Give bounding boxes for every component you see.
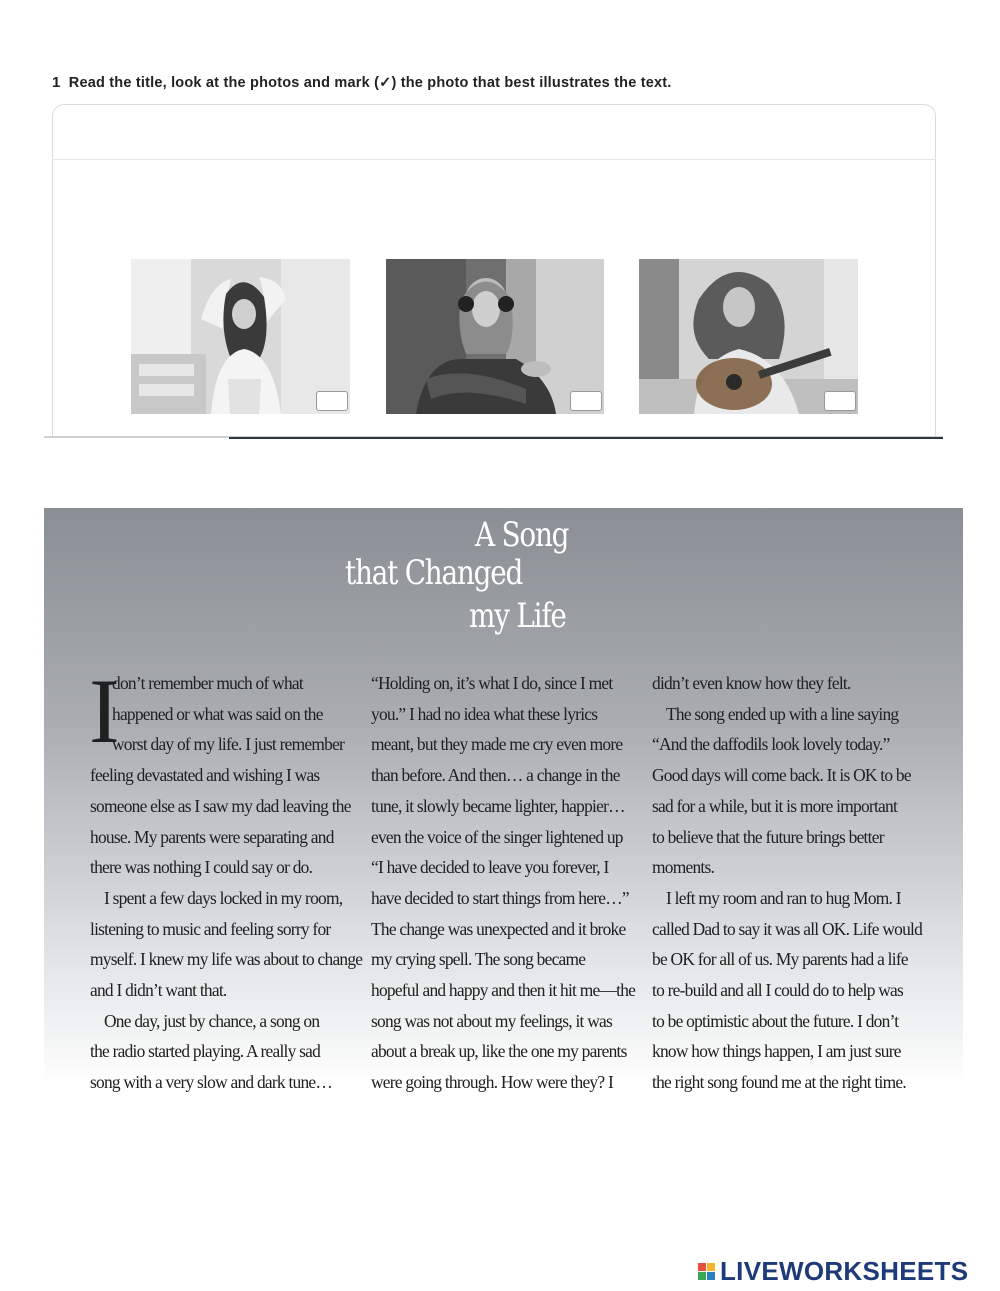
article-line: moments.	[652, 857, 715, 878]
panel-divider	[52, 159, 936, 160]
article-line: called Dad to say it was all OK. Life would	[652, 918, 923, 939]
article-line: know how things happen, I am just sure	[652, 1041, 901, 1062]
article-title-line-3: my Life	[469, 596, 566, 636]
article-line: to re-build and all I could do to help was	[652, 980, 904, 1001]
article-line: be OK for all of us. My parents had a life	[652, 949, 908, 970]
logo-square	[698, 1263, 706, 1271]
article-line: “Holding on, it’s what I do, since I met	[371, 673, 613, 693]
article-line: hopeful and happy and then it hit me—the	[371, 980, 636, 1001]
article-line: the radio started playing. A really sad	[90, 1041, 321, 1062]
article-line: meant, but they made me cry even more	[371, 734, 623, 755]
article-title-line-2: that Changed	[345, 553, 523, 593]
article-line: have decided to start things from here…”	[371, 887, 629, 908]
article-line: there was nothing I could say or do.	[90, 857, 313, 878]
article-line: to be optimistic about the future. I don’t	[652, 1010, 899, 1031]
exercise-instruction	[52, 74, 952, 91]
article-line: I left my room and ran to hug Mom. I	[666, 887, 901, 908]
logo-square	[707, 1263, 715, 1271]
article-line: than before. And then… a change in the	[371, 765, 620, 786]
article-line: song with a very slow and dark tune…	[90, 1072, 333, 1093]
article-line: sad for a while, but it is more important	[652, 795, 898, 816]
liveworksheets-logo-icon	[698, 1263, 715, 1280]
article-line: “I have decided to leave you forever, I	[371, 857, 609, 878]
article-line: myself. I knew my life was about to change	[90, 949, 363, 970]
article-line: someone else as I saw my dad leaving the	[90, 795, 351, 816]
article-line: the right song found me at the right time.	[652, 1072, 906, 1093]
panel-bottom-accent	[229, 437, 943, 439]
article-line: and I didn’t want that.	[90, 980, 227, 1001]
article-line: worst day of my life. I just remember	[112, 734, 345, 755]
article-title-line-1: A Song	[475, 515, 569, 555]
article-line: Good days will come back. It is OK to be	[652, 765, 911, 786]
article-line: were going through. How were they? I	[371, 1072, 613, 1093]
article-line: listening to music and feeling sorry for	[90, 918, 331, 939]
article-line: even the voice of the singer lightened up	[371, 826, 623, 847]
article-line: happened or what was said on the	[112, 703, 323, 724]
article-column-1	[89, 660, 363, 1098]
article-line: “And the daffodils look lovely today.”	[652, 734, 890, 755]
logo-square	[707, 1272, 715, 1280]
article-line: One day, just by chance, a song on	[104, 1010, 320, 1031]
article-line: song was not about my feelings, it was	[371, 1010, 613, 1031]
article-line: feeling devastated and wishing I was	[90, 765, 320, 786]
photo-3-checkbox[interactable]	[824, 391, 856, 411]
article-column-2	[371, 668, 636, 1098]
article-dropcap: I	[89, 660, 120, 762]
article-column-3	[652, 668, 923, 1098]
article-line: about a break up, like the one my parents	[371, 1041, 627, 1062]
instruction-text: Read the title, look at the photos and mark (✓) the photo that best illustrates the text.	[68, 75, 672, 91]
article-line: don’t remember much of what	[112, 673, 303, 693]
article-line: didn’t even know how they felt.	[652, 673, 851, 693]
logo-square	[698, 1272, 706, 1280]
article-line: my crying spell. The song became	[371, 949, 586, 970]
logo-text: LIVEWORKSHEETS	[720, 1256, 969, 1286]
article-line: house. My parents were separating and	[90, 826, 334, 847]
article-line: to believe that the future brings better	[652, 826, 884, 847]
article-line: you.” I had no idea what these lyrics	[371, 703, 598, 724]
liveworksheets-logo[interactable]	[698, 1256, 968, 1287]
article-line: I spent a few days locked in my room,	[104, 887, 343, 908]
article-line: tune, it slowly became lighter, happier…	[371, 795, 625, 816]
exercise-number: 1	[52, 74, 61, 91]
photo-1-checkbox[interactable]	[316, 391, 348, 411]
article-line: The song ended up with a line saying	[666, 703, 899, 724]
article-line: The change was unexpected and it broke	[371, 918, 626, 939]
photo-2-checkbox[interactable]	[570, 391, 602, 411]
